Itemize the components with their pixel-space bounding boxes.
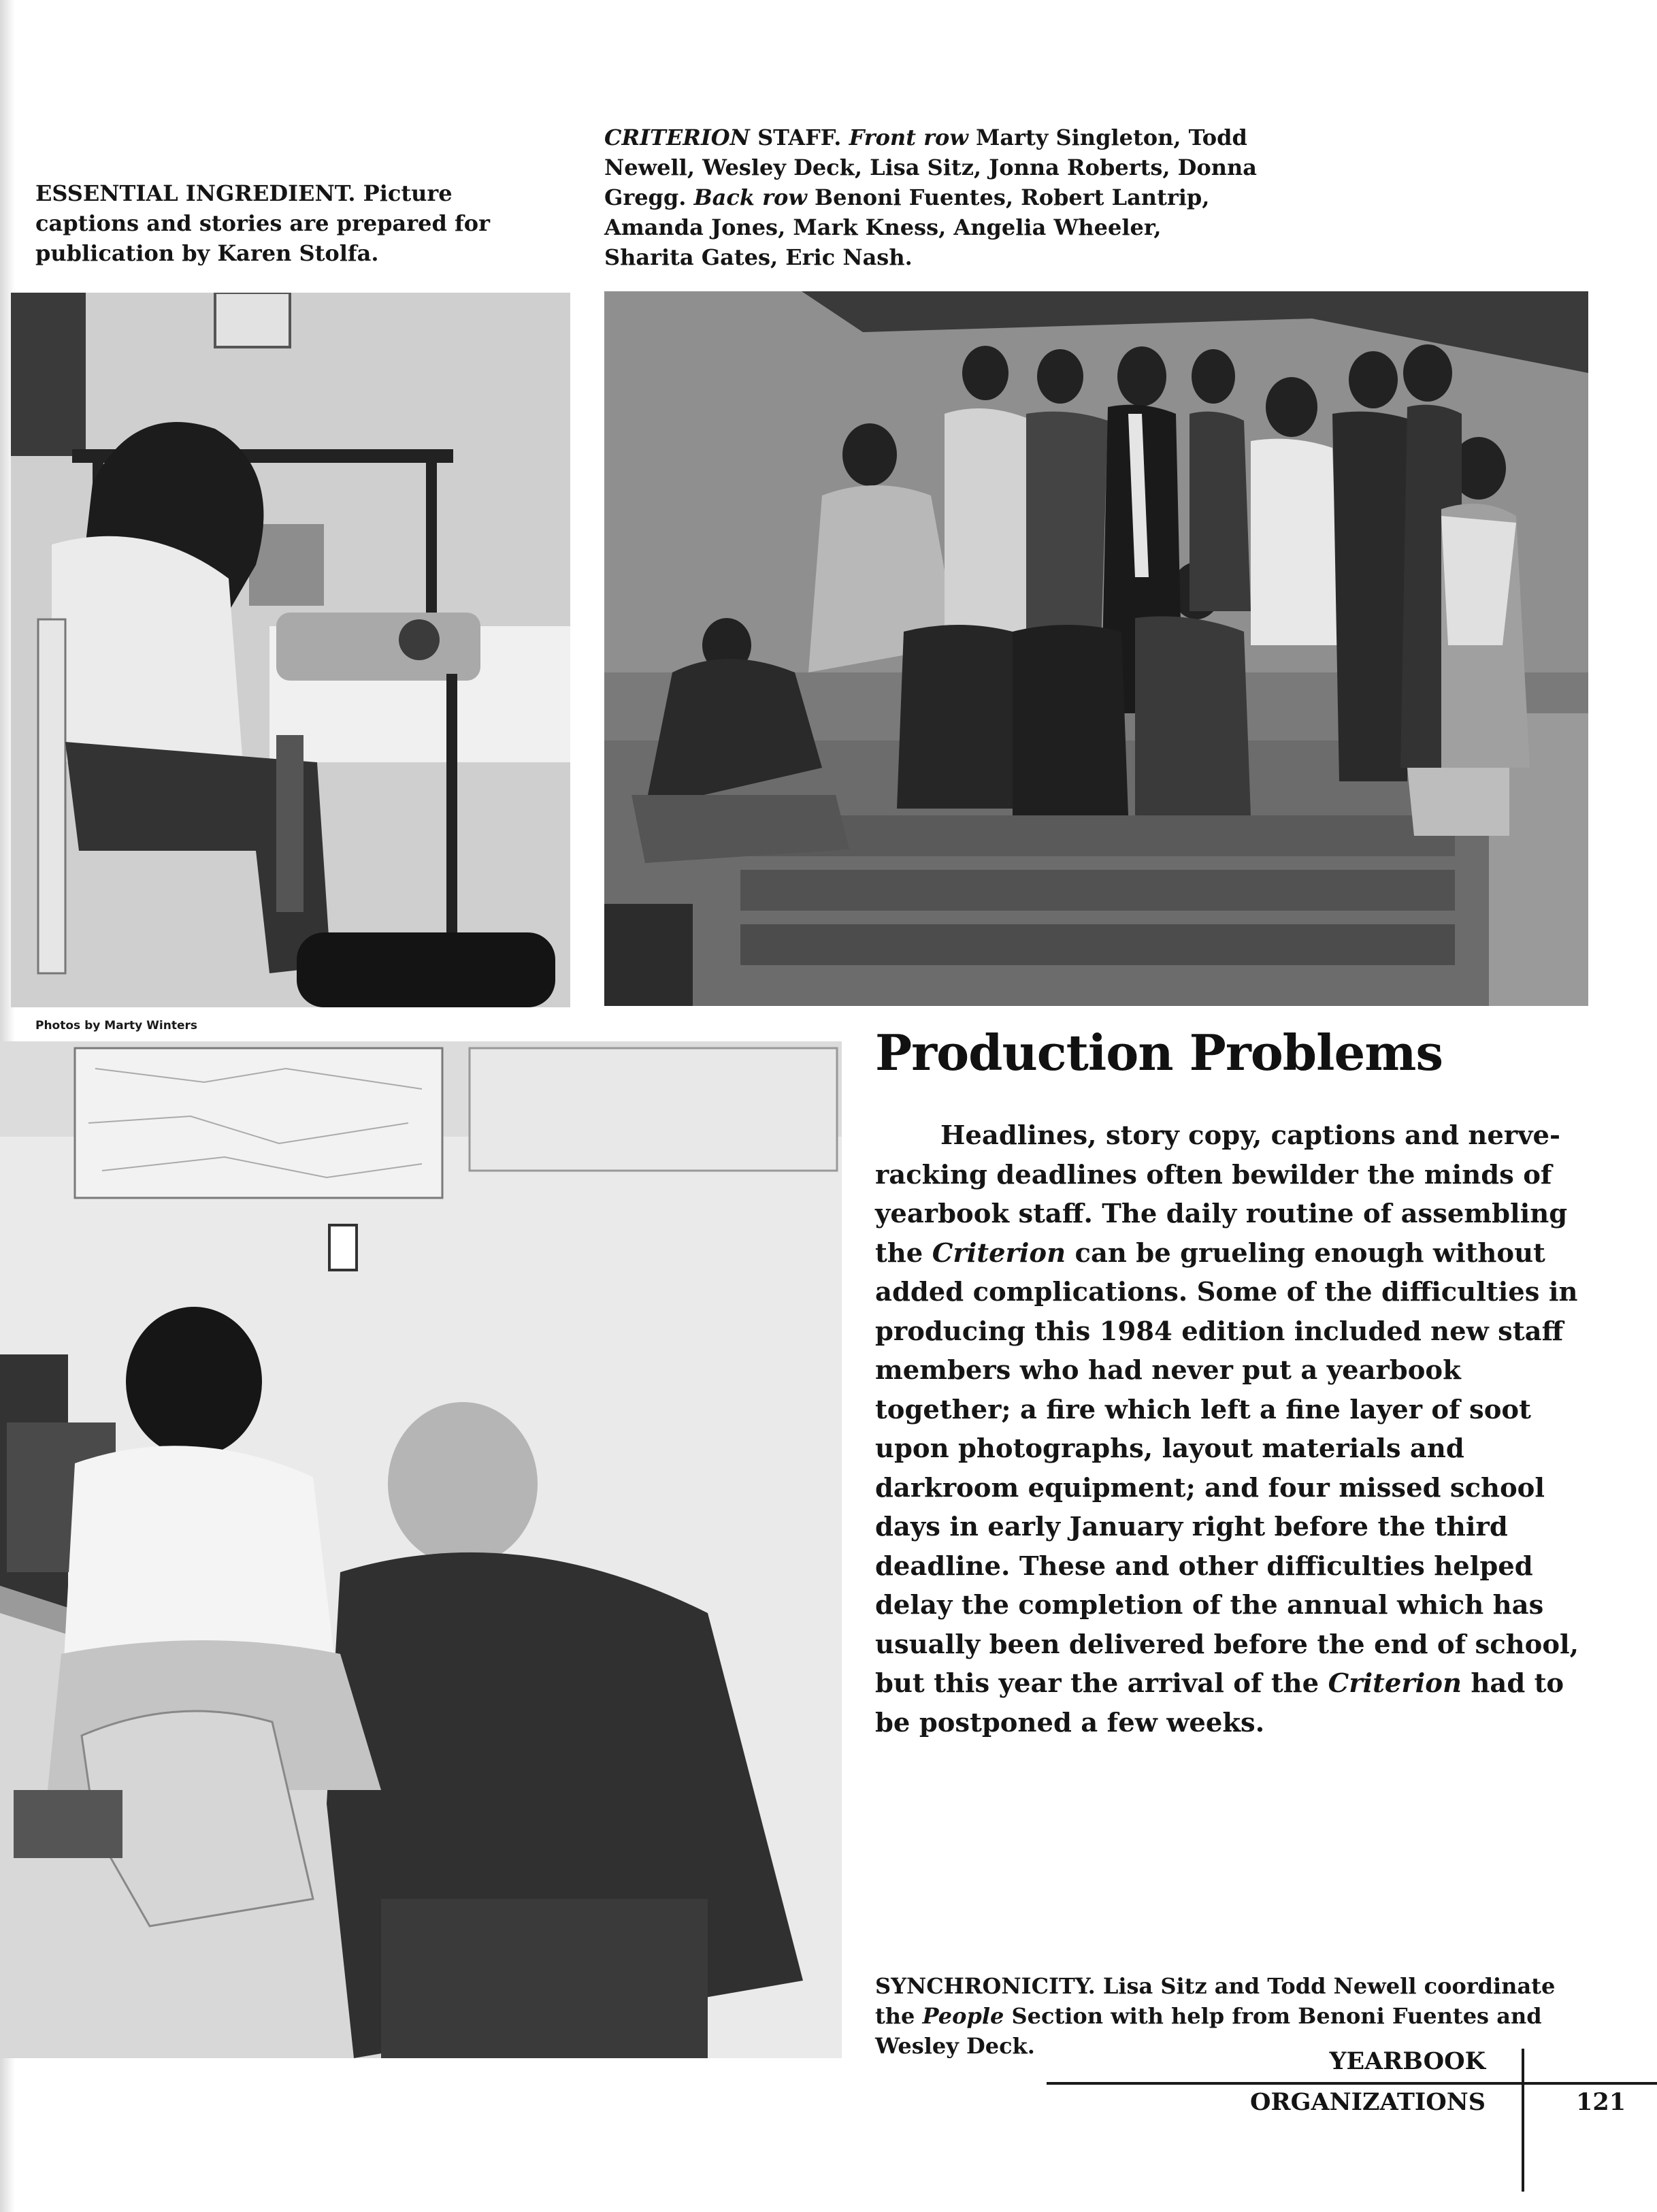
headline: Production Problems xyxy=(875,1024,1443,1081)
footer-section: ORGANIZATIONS xyxy=(1250,2088,1486,2116)
footer-rule-vertical xyxy=(1522,2049,1524,2192)
caption-essential-ingredient xyxy=(35,178,553,268)
page-number: 121 xyxy=(1576,2088,1626,2116)
photo-two-students xyxy=(0,1041,842,2058)
caption-lead: STAFF. xyxy=(749,125,842,150)
front-row-label: Front row xyxy=(849,125,968,150)
footer-category: YEARBOOK xyxy=(1329,2047,1486,2075)
back-row-names: Benoni Fuentes, Robert Lantrip, Amanda Jones, Mark Kness, Angelia Wheeler, Sharita Gates, Eric Nash. xyxy=(604,184,1210,270)
story-italic: Criterion xyxy=(1328,1668,1462,1699)
photo-staff-group xyxy=(604,291,1588,1006)
photo-typist xyxy=(11,293,570,1007)
story-italic: Criterion xyxy=(932,1237,1066,1269)
caption-text: Section with help from Benoni Fuentes and Wesley Deck. xyxy=(875,2003,1542,2059)
caption-text: Lisa Sitz and Todd Newell coordinate the xyxy=(875,1973,1556,2029)
front-row-names: Marty Singleton, Todd Newell, Wesley Deck, Lisa Sitz, Jonna Roberts, Donna Gregg. xyxy=(604,125,1258,210)
footer-rule-horizontal xyxy=(1047,2082,1657,2085)
story-body xyxy=(875,1116,1590,1742)
photo-credit: Photos by Marty Winters xyxy=(35,1019,197,1032)
back-row-label: Back row xyxy=(693,184,807,210)
caption-text: Picture captions and stories are prepared for publication by Karen Stolfa. xyxy=(35,180,490,266)
story-text: can be grueling enough without added complications. Some of the difficulties in producing this 1984 edition included new staff members who had never put a yearbook together; a fire which left a fine layer of soot upon photographs, layout materials and darkroom equipment; and four missed school days in early January right before the third deadline. These and other difficulties helped delay the completion of the annual which has usually been delivered before the end of school, but this year the arrival of the xyxy=(875,1237,1579,1699)
caption-criterion-staff xyxy=(604,123,1258,272)
story-text: had to be postponed a few weeks. xyxy=(875,1668,1564,1738)
caption-lead: ESSENTIAL INGREDIENT. xyxy=(35,180,356,206)
caption-lead-italic: CRITERION xyxy=(604,125,750,150)
caption-synchronicity xyxy=(875,1971,1596,2061)
caption-lead: SYNCHRONICITY. xyxy=(875,1973,1096,1999)
caption-italic: People xyxy=(922,2003,1004,2029)
story-text: Headlines, story copy, captions and nerve-racking deadlines often bewilder the minds of yearbook staff. The daily routine of assembling the xyxy=(875,1120,1568,1269)
